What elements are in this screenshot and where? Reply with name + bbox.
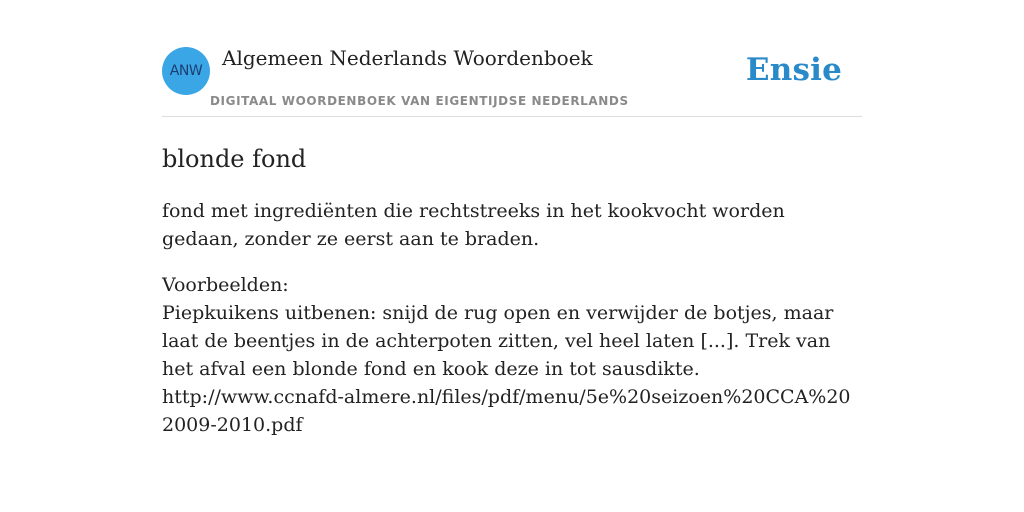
anw-logo[interactable]: ANW: [162, 47, 210, 95]
entry-headword: blonde fond: [162, 145, 307, 173]
site-title[interactable]: Algemeen Nederlands Woordenboek: [222, 46, 593, 70]
example-text: Piepkuikens uitbenen: snijd de rug open en verwijder de botjes, maar laat de beentjes in de achterpoten zitten, vel heel laten [...]. Trek van het afval een blonde fond en kook deze in tot sausdikte.: [162, 302, 834, 380]
site-subtitle: DIGITAAL WOORDENBOEK VAN EIGENTIJDSE NEDERLANDS: [210, 94, 629, 108]
page-container: [162, 0, 862, 439]
examples-section: [162, 271, 862, 439]
examples-label: Voorbeelden:: [162, 274, 289, 296]
ensie-brand-link[interactable]: Ensie: [745, 52, 842, 88]
entry-definition: fond met ingrediënten die rechtstreeks in het kookvocht worden gedaan, zonder ze eerst aan te braden.: [162, 200, 785, 250]
entry-content: [162, 143, 862, 439]
site-header: [162, 0, 862, 117]
example-source-url: http://www.ccnafd-almere.nl/files/pdf/menu/5e%20seizoen%20CCA%202009-2010.pdf: [162, 386, 851, 436]
